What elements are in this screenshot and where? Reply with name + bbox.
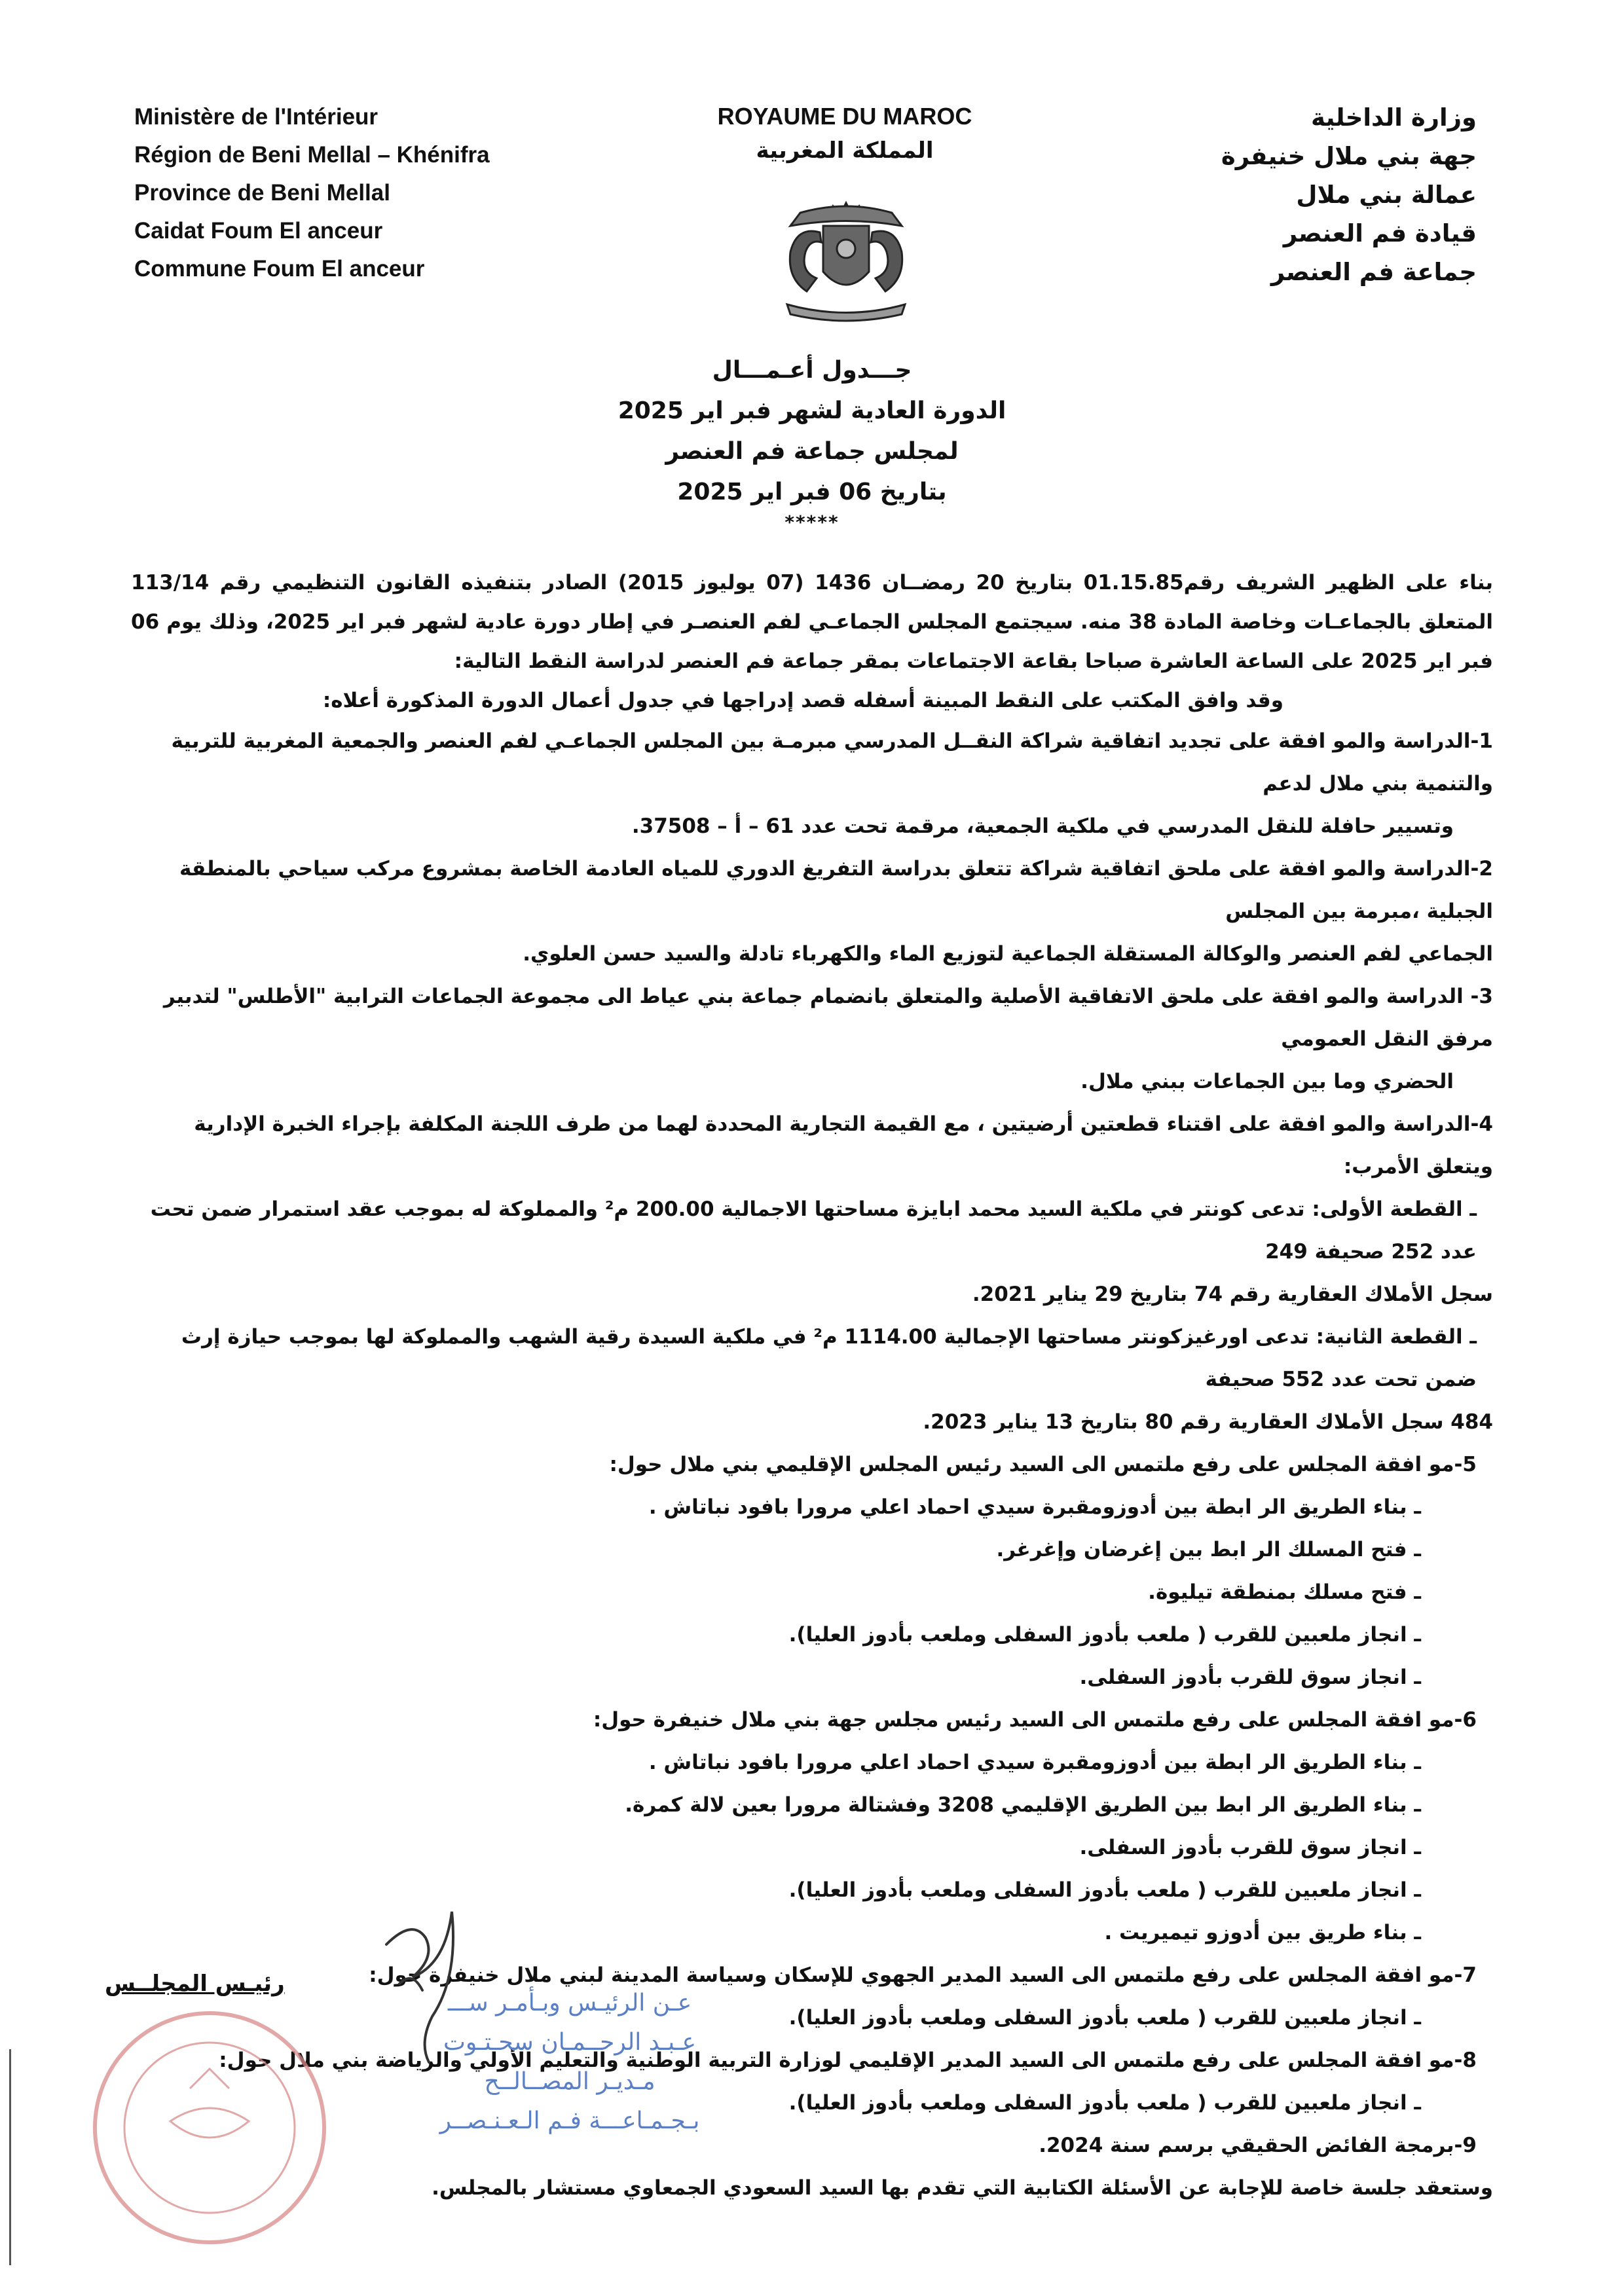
plot-1-line: سجل الأملاك العقارية رقم 74 بتاريخ 29 يناير 2021.	[972, 1283, 1493, 1306]
kingdom-fr: ROYAUME DU MAROC	[717, 103, 972, 130]
item-line: 5-مو افقة المجلس على رفع ملتمس الى السيد رئيس المجلس الإقليمي بني ملال حول:	[609, 1453, 1477, 1476]
title-stars: *****	[784, 511, 840, 533]
title-line: جـــدول أعـمـــال	[712, 357, 912, 384]
header-ar-line: قيادة فم العنصر	[1283, 219, 1477, 247]
agenda-item-4	[131, 1103, 1493, 1444]
header-arabic	[1084, 98, 1477, 291]
intro-paragraph-2: وقد وافق المكتب على النقط المبينة أسفله قصد إدراجها في جدول أعمال الدورة المذكورة أعلاه:	[322, 689, 1283, 712]
closing-line: وستعقد جلسة خاصة للإجابة عن الأسئلة الكتابية التي تقدم بها السيد السعودي الجمعاوي مستشار بالمجلس.	[432, 2176, 1493, 2200]
document-body	[131, 563, 1493, 2210]
bullet-item: ـ بناء طريق بين أدوزو تيميريت .	[1104, 1921, 1421, 1944]
president-label: رئيـس المجلــس	[105, 1971, 285, 1997]
title-line: الدورة العادية لشهر فبر اير 2025	[618, 397, 1006, 424]
header-fr-line: Région de Beni Mellal – Khénifra	[134, 142, 490, 168]
bullet-item: ـ انجاز سوق للقرب بأدوز السفلى.	[1079, 1836, 1421, 1859]
kingdom-ar: المملكة المغربية	[756, 137, 934, 164]
stamp-line: عـبـد الرحــمـان سحـتـوت	[443, 2029, 696, 2056]
coat-of-arms-icon	[761, 200, 931, 324]
item-line: 7-مو افقة المجلس على رفع ملتمس الى السيد المدير الجهوي للإسكان وسياسة المدينة لبني ملال خنيفرة حول:	[369, 1963, 1477, 1987]
header-ar-line: جماعة فم العنصر	[1270, 258, 1477, 286]
header-fr-line: Caidat Foum El anceur	[134, 218, 383, 244]
bullet-item: ـ انجاز سوق للقرب بأدوز السفلى.	[1079, 1666, 1421, 1689]
director-stamp	[413, 1984, 727, 2141]
bullet-item: ـ بناء الطريق الر ابطة بين أدوزومقبرة سيدي احماد اعلي مرورا بافود نباتاش .	[648, 1495, 1421, 1519]
item-line: 1-الدراسة والمو افقة على تجديد اتفاقية شراكة النقــل المدرسي مبرمـة بين المجلس الجماعـي لفم العنصر والجمعية المغربية للتربية والتنمية بني ملال لدعم	[171, 729, 1493, 795]
plot-2-line: ـ القطعة الثانية: تدعى اورغيزكونتر مساحتها الإجمالية 1114.00 م² في ملكية السيدة رقية الشهب والمملوكة لها بموجب حيازة إرث ضمن تحت عدد 552 صحيفة	[181, 1325, 1477, 1391]
header-fr-line: Province de Beni Mellal	[134, 180, 390, 206]
header-kingdom	[707, 100, 982, 168]
item-line: وتسيير حافلة للنقل المدرسي في ملكية الجمعية، مرقمة تحت عدد 61 – أ – 37508.	[631, 814, 1454, 838]
title-line: بتاريخ 06 فبر اير 2025	[677, 479, 947, 505]
header-fr-line: Commune Foum El anceur	[134, 256, 425, 282]
item-line: 2-الدراسة والمو افقة على ملحق اتفاقية شراكة تتعلق بدراسة التفريغ الدوري للمياه العادمة الخاصة بمشروع مركب سياحي بالمنطقة الجبلية ،مبرمة بين المجلس	[179, 857, 1493, 923]
item-line: 3- الدراسة والمو افقة على ملحق الاتفاقية الأصلية والمتعلق بانضمام جماعة بني عياط الى مجموعة الجماعات الترابية "الأطلس" لتدبير مرفق النقل العمومي	[163, 985, 1493, 1051]
agenda-item-1	[131, 720, 1493, 848]
bullet-item: ـ انجاز ملعبين للقرب ( ملعب بأدوز السفلى وملعب بأدوز العليا).	[788, 2091, 1421, 2115]
title-line: لمجلس جماعة فم العنصر	[665, 438, 959, 465]
bullet-item: ـ انجاز ملعبين للقرب ( ملعب بأدوز السفلى وملعب بأدوز العليا).	[788, 1878, 1421, 1902]
scan-margin-line	[9, 2049, 11, 2265]
agenda-item-5	[131, 1444, 1493, 1699]
item-line: 4-الدراسة والمو افقة على اقتناء قطعتين أرضيتين ، مع القيمة التجارية المحددة لهما من طرف اللجنة المكلفة بإجراء الخبرة الإدارية ويتعلق الأمرب:	[194, 1112, 1493, 1178]
item-line: الجماعي لفم العنصر والوكالة المستقلة الجماعية لتوزيع الماء والكهرباء تادلة والسيد حسن العلوي.	[523, 942, 1493, 966]
stamp-line: عـن الرئيـس وبـأمـر ســـ	[447, 1990, 692, 2016]
header-french	[134, 98, 593, 288]
item-line: 8-مو افقة المجلس على رفع ملتمس الى السيد المدير الإقليمي لوزارة التربية الوطنية والتعليم الأولي والرياضة بني ملال حول:	[219, 2049, 1477, 2072]
bullet-item: ـ انجاز ملعبين للقرب ( ملعب بأدوز السفلى وملعب بأدوز العليا).	[788, 2006, 1421, 2030]
bullet-item: ـ انجاز ملعبين للقرب ( ملعب بأدوز السفلى وملعب بأدوز العليا).	[788, 1623, 1421, 1647]
document-title	[0, 350, 1624, 532]
bullet-item: ـ بناء الطريق الر ابط بين الطريق الإقليمي 3208 وفشتالة مرورا بعين لالة كمرة.	[625, 1793, 1421, 1817]
header-ar-line: جهة بني ملال خنيفرة	[1221, 142, 1477, 170]
plot-2-line: 484 سجل الأملاك العقارية رقم 80 بتاريخ 13 يناير 2023.	[923, 1410, 1493, 1434]
bullet-item: ـ فتح مسلك بمنطقة تيليوة.	[1148, 1580, 1421, 1604]
agenda-item-6	[131, 1699, 1493, 1954]
agenda-item-3	[131, 975, 1493, 1103]
intro-paragraph: بناء على الظهير الشريف رقم01.15.85 بتاريخ 20 رمضــان 1436 (07 يوليوز 2015) الصادر بتنفيذه القانون التنظيمي رقم 113/14 المتعلق بالجماعـات وخاصة المادة 38 منه. سيجتمع المجلس الجماعـي لفم العنصـر في إطار دورة عادية لشهر فبر اير 2025، وذلك يوم 06 فبر اير 2025 على الساعة العاشرة صباحا بقاعة الاجتماعات بمقر جماعة فم العنصر لدراسة النقط التالية:	[131, 571, 1494, 673]
item-line: 9-برمجة الفائض الحقيقي برسم سنة 2024.	[1039, 2134, 1477, 2157]
header-ar-line: عمالة بني ملال	[1296, 181, 1477, 209]
bullet-item: ـ بناء الطريق الر ابطة بين أدوزومقبرة سيدي احماد اعلي مرورا بافود نباتاش .	[648, 1751, 1421, 1774]
header-fr-line: Ministère de l'Intérieur	[134, 104, 378, 130]
official-seal-icon	[79, 1990, 354, 2265]
plot-1-line: ـ القطعة الأولى: تدعى كونتر في ملكية السيد محمد ابايزة مساحتها الاجمالية 200.00 م² والمملوكة له بموجب عقد استمرار ضمن تحت عدد 252 صحيفة 249	[150, 1197, 1477, 1264]
item-line: الحضري وما بين الجماعات ببني ملال.	[1080, 1070, 1454, 1093]
bullet-item: ـ فتح المسلك الر ابط بين إغرضان وإغرغر.	[996, 1538, 1421, 1561]
item-line: 6-مو افقة المجلس على رفع ملتمس الى السيد رئيس مجلس جهة بني ملال خنيفرة حول:	[593, 1708, 1477, 1732]
stamp-line: مـديـر المصــالــح	[484, 2068, 655, 2095]
agenda-item-2	[131, 848, 1493, 975]
header-ar-line: وزارة الداخلية	[1311, 103, 1477, 132]
stamp-line: بـجـمـاعـــة فـم الـعـنـصــر	[439, 2107, 700, 2134]
